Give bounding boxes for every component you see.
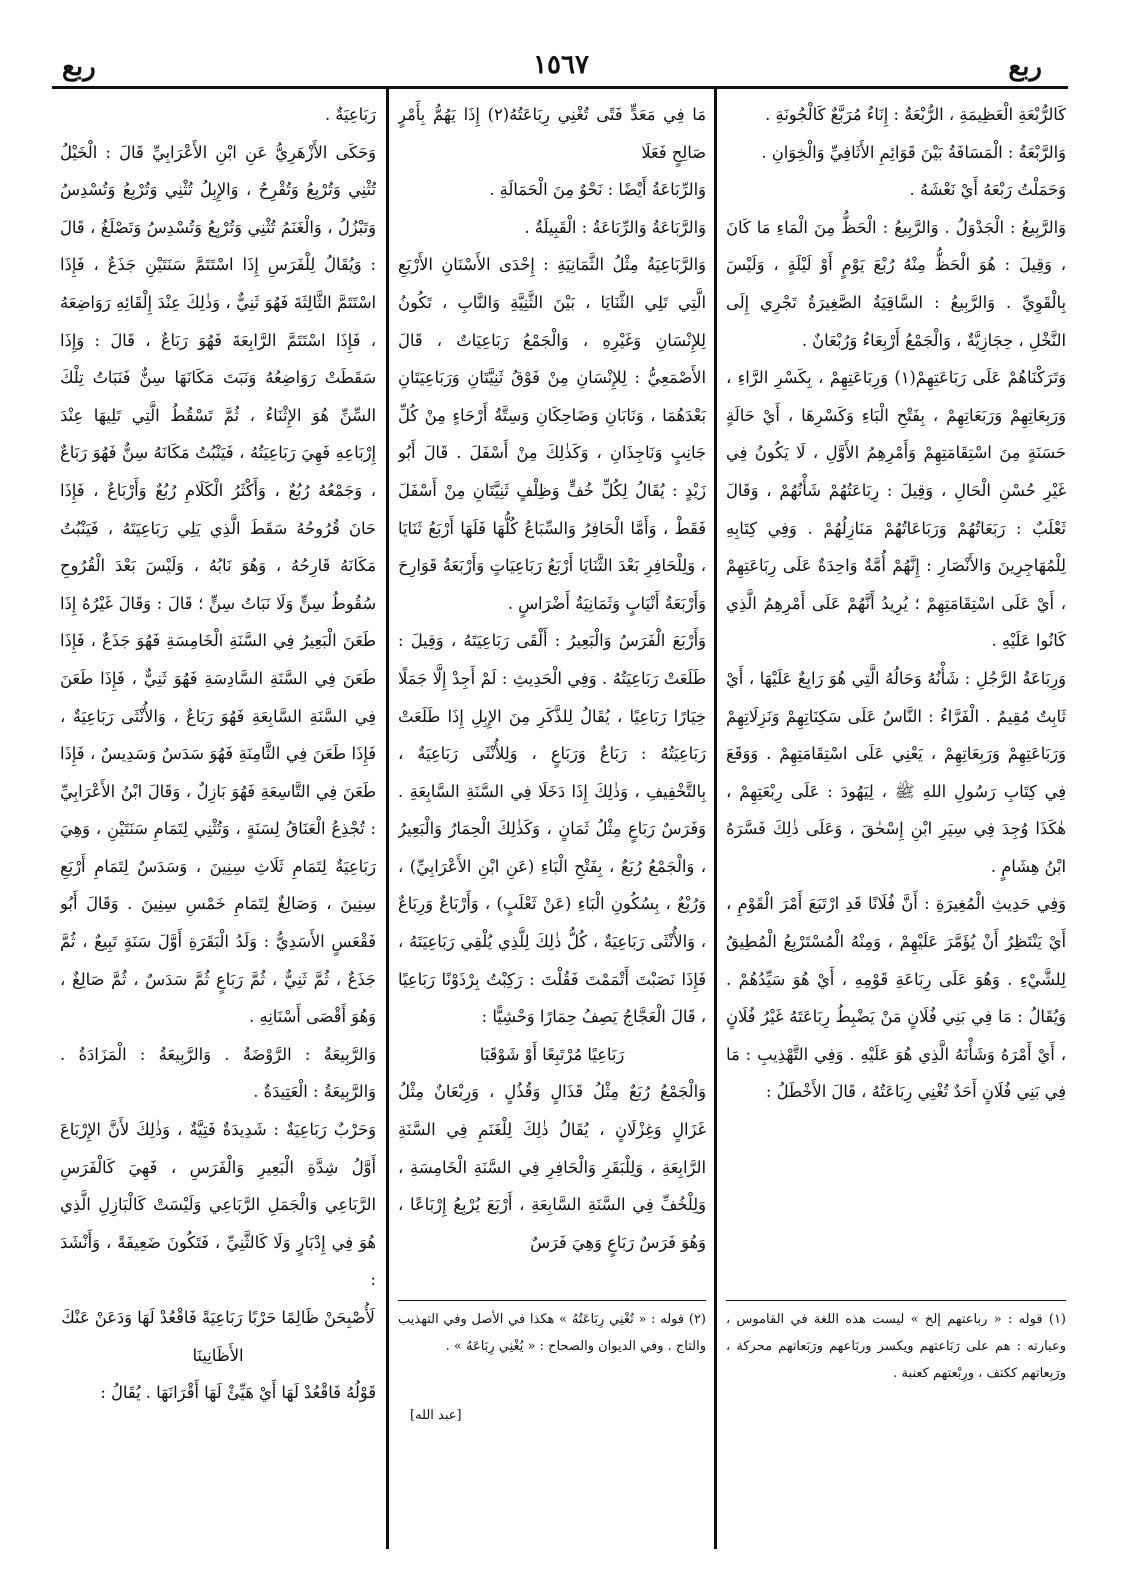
entry-paragraph: مَا فِي مَعَدٍّ فَتًى تُغْنِي رِبَاعَتُهُ(٢) إِذَا يَهُمُّ بِأَمْرٍ صَالِحٍ فَعَلَا xyxy=(398,105,706,162)
entry-paragraph: قَوْلُهُ فَاقْعُدْ لَهَا أَيْ هَيِّئْ لَهَا أَقْرَانَهَا . يُقَالُ : xyxy=(100,1383,376,1403)
entry-paragraph: وَحَرْبٌ رَبَاعِيَةٌ : شَدِيدَةٌ فَتِيَّةٌ ، وَذٰلِكَ لأَنَّ الإِرْبَاعَ أَوَّلُ شِدَّةِ الْبَعِيرِ وَالْفَرَسِ ، فَهِيَ كَالْفَرَسِ الرَّبَاعِي وَالْجَمَلِ الرَّبَاعِي وَلَيْسَتْ كَالْبَازِلِ الَّذِي هُوَ فِي إِدْبَارٍ وَلَا كَالثَّنِيِّ ، فَتَكُونَ ضَعِيفَةً ، وَأَنْشَدَ : xyxy=(60,1120,376,1290)
footnote-middle xyxy=(398,1306,706,1360)
running-head-right: ربع xyxy=(1008,52,1042,82)
column-middle xyxy=(398,96,706,1292)
footnote-text: (١) قوله : « رباعتهم إلخ » ليست هذه اللغة في القاموس ، وعبارته : هم على رَبَاعتهم ويكسر وربَاعهم ورَبَعاتهم محركة ، ورَبِعاتهم ككتف ، ورِبْعتهم كعنبة . xyxy=(726,1312,1066,1381)
column-right xyxy=(726,96,1066,1292)
column-left xyxy=(60,96,376,1552)
footnote-rule-middle xyxy=(398,1300,706,1301)
entry-paragraph: وَالرَّبَاعَةُ وَالرِّبَاعَةُ : الْقَبِيلَةُ . xyxy=(524,217,706,237)
footnote-right xyxy=(726,1306,1066,1387)
entry-paragraph: وَرِبَاعَةُ الرَّجُلِ : شَأْنُهُ وَحَالُهُ الَّتِي هُوَ رَابِعٌ عَلَيْهَا ، أَيْ ثَابِتٌ مُقِيمٌ . الْفَرَّاءُ : النَّاسُ عَلَى سَكِنَاتِهِمْ وَنَزِلَاتِهِمْ وَرَبَاعَتِهِمْ وَرَبِعَاتِهِمْ ، يَعْنِي عَلَى اسْتِقَامَتِهِمْ . وَوَقَعَ فِي كِتَابِ رَسُولِ اللهِ ﷺ ، لِيَهُودَ : عَلَى رِبْعَتِهِمْ ، هٰكَذَا وُجِدَ فِي سِيَرِ ابْنِ إِسْحٰقَ ، وَعَلَى ذٰلِكَ فَسَّرَهُ ابْنُ هِشَامٍ . xyxy=(726,668,1066,876)
page-number: ١٥٦٧ xyxy=(533,50,589,80)
entry-paragraph: رَبَاعِيَةٌ . xyxy=(324,105,376,124)
entry-paragraph: وَالرِّبَاعَةُ أَيْضًا : نَحْوٌ مِنَ الْحَمَالَةِ . xyxy=(489,180,706,200)
entry-paragraph: وَالْجَمْعُ رُبَعٌ مِثْلُ قَذَالٍ وَقُذُلٍ ، وَرِبْعَانٌ مِثْلُ غَزَالٍ وَغِزْلَانٍ ، يُقَالُ ذٰلِكَ لِلْغَنَمِ فِي السَّنَةِ الرَّابِعَةِ ، وَلِلْبَقَرِ وَالْحَافِرِ فِي السَّنَةِ الْخَامِسَةِ ، وَلِلْخُفِّ فِي السَّنَةِ السَّابِعَةِ ، أَرْبَعَ يُرْبِعُ إِرْبَاعًا ، وَهُوَ فَرَسٌ رَبَاعٍ وَهِيَ فَرَسٌ xyxy=(398,1082,706,1252)
verse-line: رَبَاعِيًا مُرْتَبِعًا أَوْ شَوْقَبَا xyxy=(479,1044,625,1064)
running-head-left: ربع xyxy=(62,52,96,82)
entry-paragraph: وَحَمَلْتُ رَبْعَهُ أَيْ نَعْشَهُ . xyxy=(909,180,1066,200)
entry-paragraph: وَتَرَكْنَاهُمْ عَلَى رَبَاعَتِهِمْ(١) وَرِبَاعَتِهِمْ ، بِكَسْرِ الرَّاءِ ، وَرَبِعَاتِهِمْ وَرَبَعَاتِهِمْ ، بِفَتْحِ الْبَاءِ وَكَسْرِهَا ، أَيْ حَالَةٍ حَسَنَةٍ مِنَ اسْتِقَامَتِهِمْ وَأَمْرِهِمُ الأَوَّلِ ، لَا يَكُونُ فِي غَيْرِ حُسْنِ الْحَالِ ، وَقِيلَ : رِبَاعَتُهُمْ شَأْنُهُمْ ، وَقَالَ ثَعْلَبٌ : رَبَعَاتُهُمْ وَرَبَاعَاتُهُمْ مَنَازِلُهُمْ . وَفِي كِتَابِهِ لِلْمُهَاجِرِينَ وَالأَنْصَارِ : إِنَّهُمْ أُمَّةٌ وَاحِدَةٌ عَلَى رِبَاعَتِهِمْ ، أَيْ عَلَى اسْتِقَامَتِهِمْ ؛ يُرِيدُ أَنَّهُمْ عَلَى أَمْرِهِمُ الَّذِي كَانُوا عَلَيْهِ . xyxy=(726,368,1066,651)
footnote-text: (٢) قوله : « تُغْنِي رِبَاعَتُهُ » هكذا في الأصل وفي التهذيب والتاج . وفي الديوان والصحاح : « يُغْنِي رِبَاعَهُ » . xyxy=(398,1312,706,1354)
verse-line: لَأُصْبِحَنْ ظَالِمًا حَرْبًا رَبَاعِيَةً فَاقْعُدْ لَهَا وَدَعَنْ عَنْكَ الأَظَانِينَا xyxy=(61,1308,375,1365)
column-divider-right xyxy=(714,89,717,1549)
column-divider-left xyxy=(386,89,389,1549)
footnote-rule-right xyxy=(726,1300,1066,1301)
entry-paragraph: وَالرَّبَاعِيَةُ مِثْلُ الثَّمَانِيَةِ : إِحْدَى الأَسْنَانِ الأَرْبَعِ الَّتِي تَلِي الثَّنَايَا ، بَيْنَ الثَّنِيَّةِ وَالنَّابِ ، تَكُونُ لِلإِنْسَانِ وَغَيْرِهِ ، وَالْجَمْعُ رَبَاعِيَاتٌ ، قَالَ الأَصْمَعِيُّ : لِلإِنْسَانِ مِنْ فَوْقُ ثَنِيَّتَانِ وَرَبَاعِيَتَانِ بَعْدَهُمَا ، وَنَابَانِ وَضَاحِكَانِ وَسِتَّةُ أَرْحَاءٍ مِنْ كُلِّ جَانِبٍ وَنَاجِذَانِ ، وَكَذٰلِكَ مِنْ أَسْفَلَ . قَالَ أَبُو زَيْدٍ : يُقَالُ لِكُلِّ خُفٍّ وَظِلْفٍ ثَنِيَّتَانِ مِنْ أَسْفَلَ فَقَطْ ، وَأَمَّا الْحَافِرُ وَالسِّبَاعُ كُلُّهَا فَلَهَا أَرْبَعُ ثَنَايَا ، وَلِلْحَافِرِ بَعْدَ الثَّنَايَا أَرْبَعُ رَبَاعِيَاتٍ وَأَرْبَعَةُ قَوَارِحَ وَأَرْبَعَةُ أَنْيَابٍ وَثَمَانِيَةُ أَضْرَاسٍ . xyxy=(398,255,706,613)
entry-paragraph: وَحَكَى الأَزْهَرِيُّ عَنِ ابْنِ الأَعْرَابِيِّ قَالَ : الْخَيْلُ تُثْنِي وَتُرْبِعُ وَتُقْرِحُ ، وَالإِبِلُ تُثْنِي وَتُرْبِعُ وَتُسْدِسُ وَتَبْزُلُ ، وَالْغَنَمُ تُثْنِي وَتُرْبِعُ وَتُسْدِسُ وَتَصْلَغُ ، قَالَ : وَيُقَالُ لِلْفَرَسِ إِذَا اسْتَتَمَّ سَنَتَيْنِ جَذَعٌ ، فَإِذَا اسْتَتَمَّ الثَّالِثَةَ فَهُوَ ثَنِيٌّ ، وَذٰلِكَ عِنْدَ إِلْقَائِهِ رَوَاضِعَهُ ، فَإِذَا اسْتَتَمَّ الرَّابِعَةَ فَهُوَ رَبَاعٌ ، قَالَ : وَإِذَا سَقَطَتْ رَوَاضِعُهُ وَنَبَتَ مَكَانَهَا سِنٌّ فَنَبَاتُ تِلْكَ السِّنِّ هُوَ الإِثْنَاءُ ، ثُمَّ تَسْقُطُ الَّتِي تَلِيهَا عِنْدَ إِرْبَاعِهِ فَهِيَ رَبَاعِيَتُهُ ، فَيَنْبُتُ مَكَانَهُ سِنٌّ فَهُوَ رَبَاعٌ ، وَجَمْعُهُ رُبُعٌ ، وَأَكْثَرُ الْكَلَامِ رُبُعٌ وَأَرْبَاعٌ ، فَإِذَا حَانَ قُرُوحُهُ سَقَطَ الَّذِي يَلِي رَبَاعِيَتَهُ ، فَيَنْبُتُ مَكَانَهُ قَارِحُهُ ، وَهُوَ نَابُهُ ، وَلَيْسَ بَعْدَ الْقُرُوحِ سُقُوطُ سِنٍّ وَلَا نَبَاتُ سِنٍّ ؛ قَالَ : وَقَالَ غَيْرُهُ إِذَا طَعَنَ الْبَعِيرُ فِي السَّنَةِ الْخَامِسَةِ فَهُوَ جَذَعٌ ، فَإِذَا طَعَنَ فِي السَّنَةِ السَّادِسَةِ فَهُوَ ثَنِيٌّ ، فَإِذَا طَعَنَ فِي السَّنَةِ السَّابِعَةِ فَهُوَ رَبَاعٌ ، وَالأُنْثَى رَبَاعِيَةٌ ، فَإِذَا طَعَنَ فِي الثَّامِنَةِ فَهُوَ سَدَسٌ وَسَدِيسٌ ، فَإِذَا طَعَنَ فِي التَّاسِعَةِ فَهُوَ بَازِلٌ ، وَقَالَ ابْنُ الأَعْرَابِيِّ : تُجْذِعُ الْعَنَاقُ لِسَنَةٍ ، وَتُثْنِي لِتَمَامِ سَنَتَيْنِ ، وَهِيَ رَبَاعِيَةٌ لِتَمَامِ ثَلَاثِ سِنِينَ ، وَسَدَسٌ لِتَمَامِ أَرْبَعِ سِنِينَ ، وَصَالِغٌ لِتَمَامِ خَمْسِ سِنِينَ . وَقَالَ أَبُو فَقْعَسٍ الأَسَدِيُّ : وَلَدُ الْبَقَرَةِ أَوَّلَ سَنَةٍ تَبِيعٌ ، ثُمَّ جَذَعٌ ، ثُمَّ ثَنِيٌّ ، ثُمَّ رَبَاعٍ ثُمَّ سَدَسٌ ، ثُمَّ صَالِغٌ ، وَهُوَ أَقْصَى أَسْنَانِهِ . xyxy=(60,142,376,1027)
entry-paragraph: وَالرَّبْعَةُ : الْمَسَافَةُ بَيْنَ قَوَائِمِ الأَثَافِيِّ وَالْخِوَانِ . xyxy=(761,142,1066,162)
header-rule xyxy=(52,86,1068,89)
entry-paragraph: وَفِي حَدِيثِ الْمُغِيرَةِ : أَنَّ فُلَانًا قَدِ ارْتَبَعَ أَمْرَ الْقَوْمِ ، أَيْ يَنْتَظِرُ أَنْ يُؤَمَّرَ عَلَيْهِمْ ، وَمِنْهُ الْمُسْتَرْبِعُ الْمُطِيقُ لِلشَّيْءِ . وَهُوَ عَلَى رِبَاعَةِ قَوْمِهِ ، أَيْ هُوَ سَيِّدُهُمْ . وَيُقَالُ : مَا فِي بَنِي فُلَانٍ مَنْ يَضْبِطُ رِبَاعَتَهُ غَيْرُ فُلَانٍ ، أَيْ أَمْرَهُ وَشَأْنَهُ الَّذِي هُوَ عَلَيْهِ . وَفِي التَّهْذِيبِ : مَا فِي بَنِي فُلَانٍ أَحَدٌ تُغْنِي رِبَاعَتُهُ ، قَالَ الأَخْطَلُ : xyxy=(726,894,1066,1102)
entry-paragraph: وَالرَّبِيعَةُ : الرَّوْضَةُ . وَالرَّبِيعَةُ : الْمَزَادَةُ . وَالرَّبِيعَةُ : الْعَتِيدَةُ . xyxy=(60,1044,376,1102)
entry-paragraph: كَالرُّبْعَةِ الْعَظِيمَةِ ، الرُّبْعَةُ : إِنَاءٌ مُرَبَّعٌ كَالْجُونَةِ . xyxy=(765,105,1066,124)
editor-mark: [عبد الله] xyxy=(410,1408,462,1423)
entry-paragraph: وَالرَّبِيعُ : الْجَدْوَلُ . وَالرَّبِيعُ : الْحَظُّ مِنَ الْمَاءِ مَا كَانَ ، وَقِيلَ : هُوَ الْحَظُّ مِنْهُ رُبْعَ يَوْمٍ أَوْ لَيْلَةٍ ، وَلَيْسَ بِالْقَوِيِّ . وَالرَّبِيعُ : السَّاقِيَةُ الصَّغِيرَةُ تَجْرِي إِلَى النَّخْلِ ، حِجَازِيَّةٌ ، وَالْجَمْعُ أَرْبِعَاءُ وَرُبْعَانٌ . xyxy=(726,217,1066,350)
entry-paragraph: وَأَرْبَعَ الْفَرَسُ وَالْبَعِيرُ : أَلْقَى رَبَاعِيَتَهُ ، وَقِيلَ : طَلَعَتْ رَبَاعِيَتُهُ . وَفِي الْحَدِيثِ : لَمْ أَجِدْ إِلَّا جَمَلًا خِيَارًا رَبَاعِيًا ، يُقَالُ لِلذَّكَرِ مِنَ الإِبِلِ إِذَا طَلَعَتْ رَبَاعِيَتُهُ : رَبَاعٌ وَرَبَاعٍ ، وَلِلأُنْثَى رَبَاعِيَةٌ ، بِالتَّخْفِيفِ ، وَذٰلِكَ إِذَا دَخَلَا فِي السَّنَةِ السَّابِعَةِ . وَفَرَسٌ رَبَاعٍ مِثْلُ ثَمَانٍ ، وَكَذٰلِكَ الْحِمَارُ وَالْبَعِيرُ ، وَالْجَمْعُ رُبَعٌ ، بِفَتْحِ الْبَاءِ (عَنِ ابْنِ الأَعْرَابِيِّ) ، وَرُبْعٌ ، بِسُكُونِ الْبَاءِ (عَنْ ثَعْلَبٍ) ، وَأَرْبَاعٌ وَرِبَاعٌ ، وَالأُنْثَى رَبَاعِيَةٌ ، كُلُّ ذٰلِكَ لِلَّذِي يُلْقِي رَبَاعِيَتَهُ ، فَإِذَا نَصَبْتَ أَتْمَمْتَ فَقُلْتَ : رَكِبْتُ بِرْذَوْنًا رَبَاعِيًا ، قَالَ الْعَجَّاجُ يَصِفُ حِمَارًا وَحْشِيًّا : xyxy=(398,631,706,1027)
